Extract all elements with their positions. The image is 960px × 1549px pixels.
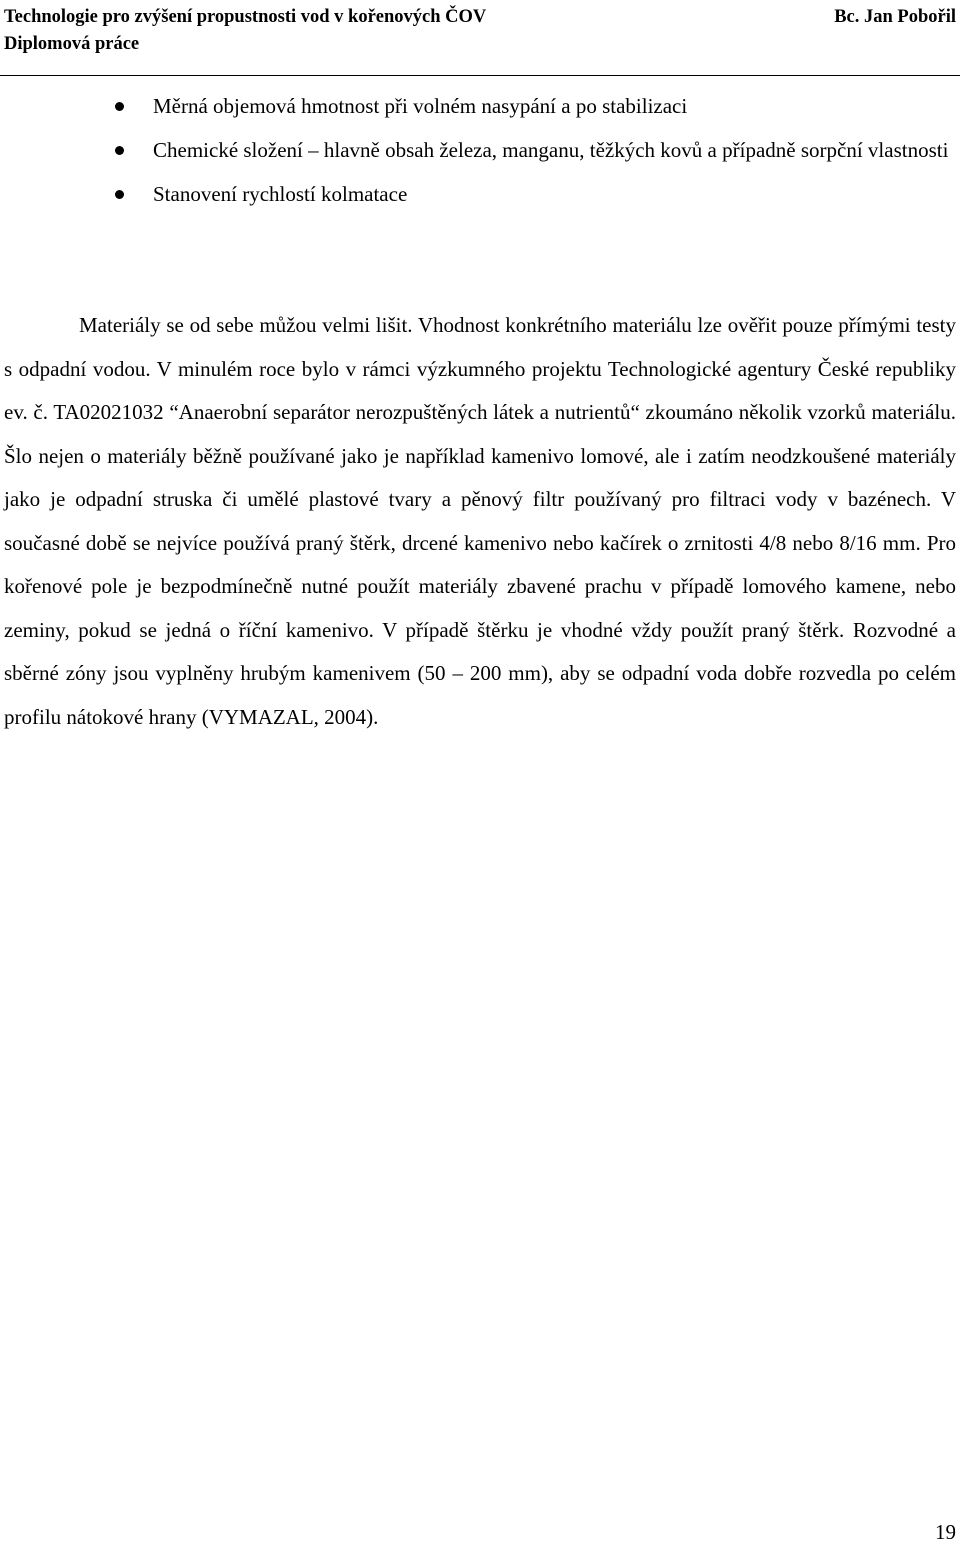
header-divider: [0, 75, 960, 76]
author-name: Bc. Jan Pobořil: [834, 7, 956, 27]
list-item: [0, 172, 960, 216]
list-item-text: Měrná objemová hmotnost při volném nasypání a po stabilizaci: [153, 94, 688, 118]
document-type: Diplomová práce: [4, 34, 140, 54]
list-item: [0, 128, 960, 172]
list-item-text: Chemické složení – hlavně obsah železa, manganu, těžkých kovů a případně sorpční vlastnosti: [153, 138, 949, 162]
bullet-list: [0, 84, 960, 216]
bullet-icon: [115, 190, 124, 199]
page-number: 19: [935, 1520, 956, 1544]
bullet-icon: [115, 102, 124, 111]
list-item: [0, 84, 960, 128]
page-header: [4, 4, 956, 58]
list-item-text: Stanovení rychlostí kolmatace: [153, 182, 408, 206]
body-paragraph: Materiály se od sebe můžou velmi lišit. Vhodnost konkrétního materiálu lze ověřit pouze přímými testy s odpadní vodou. V minulém roce bylo v rámci výzkumného projektu Technologické agentury České republiky ev. č. TA02021032 “Anaerobní separátor nerozpuštěných látek a nutrientů“ zkoumáno několik vzorků materiálu. Šlo nejen o materiály běžně používané jako je například kamenivo lomové, ale i zatím neodzkoušené materiály jako je odpadní struska či umělé plastové tvary a pěnový filtr používaný pro filtraci vody v bazénech. V současné době se nejvíce používá praný štěrk, drcené kamenivo nebo kačírek o zrnitosti 4/8 nebo 8/16 mm. Pro kořenové pole je bezpodmínečně nutné použít materiály zbavené prachu v případě lomového kamene, nebo zeminy, pokud se jedná o říční kamenivo. V případě štěrku je vhodné vždy použít praný štěrk. Rozvodné a sběrné zóny jsou vyplněny hrubým kamenivem (50 – 200 mm), aby se odpadní voda dobře rozvedla po celém profilu nátokové hrany (VYMAZAL, 2004).: [4, 313, 956, 729]
thesis-title: Technologie pro zvýšení propustnosti vod v kořenových ČOV: [4, 7, 487, 27]
bullet-icon: [115, 146, 124, 155]
header-top-row: [4, 4, 956, 31]
